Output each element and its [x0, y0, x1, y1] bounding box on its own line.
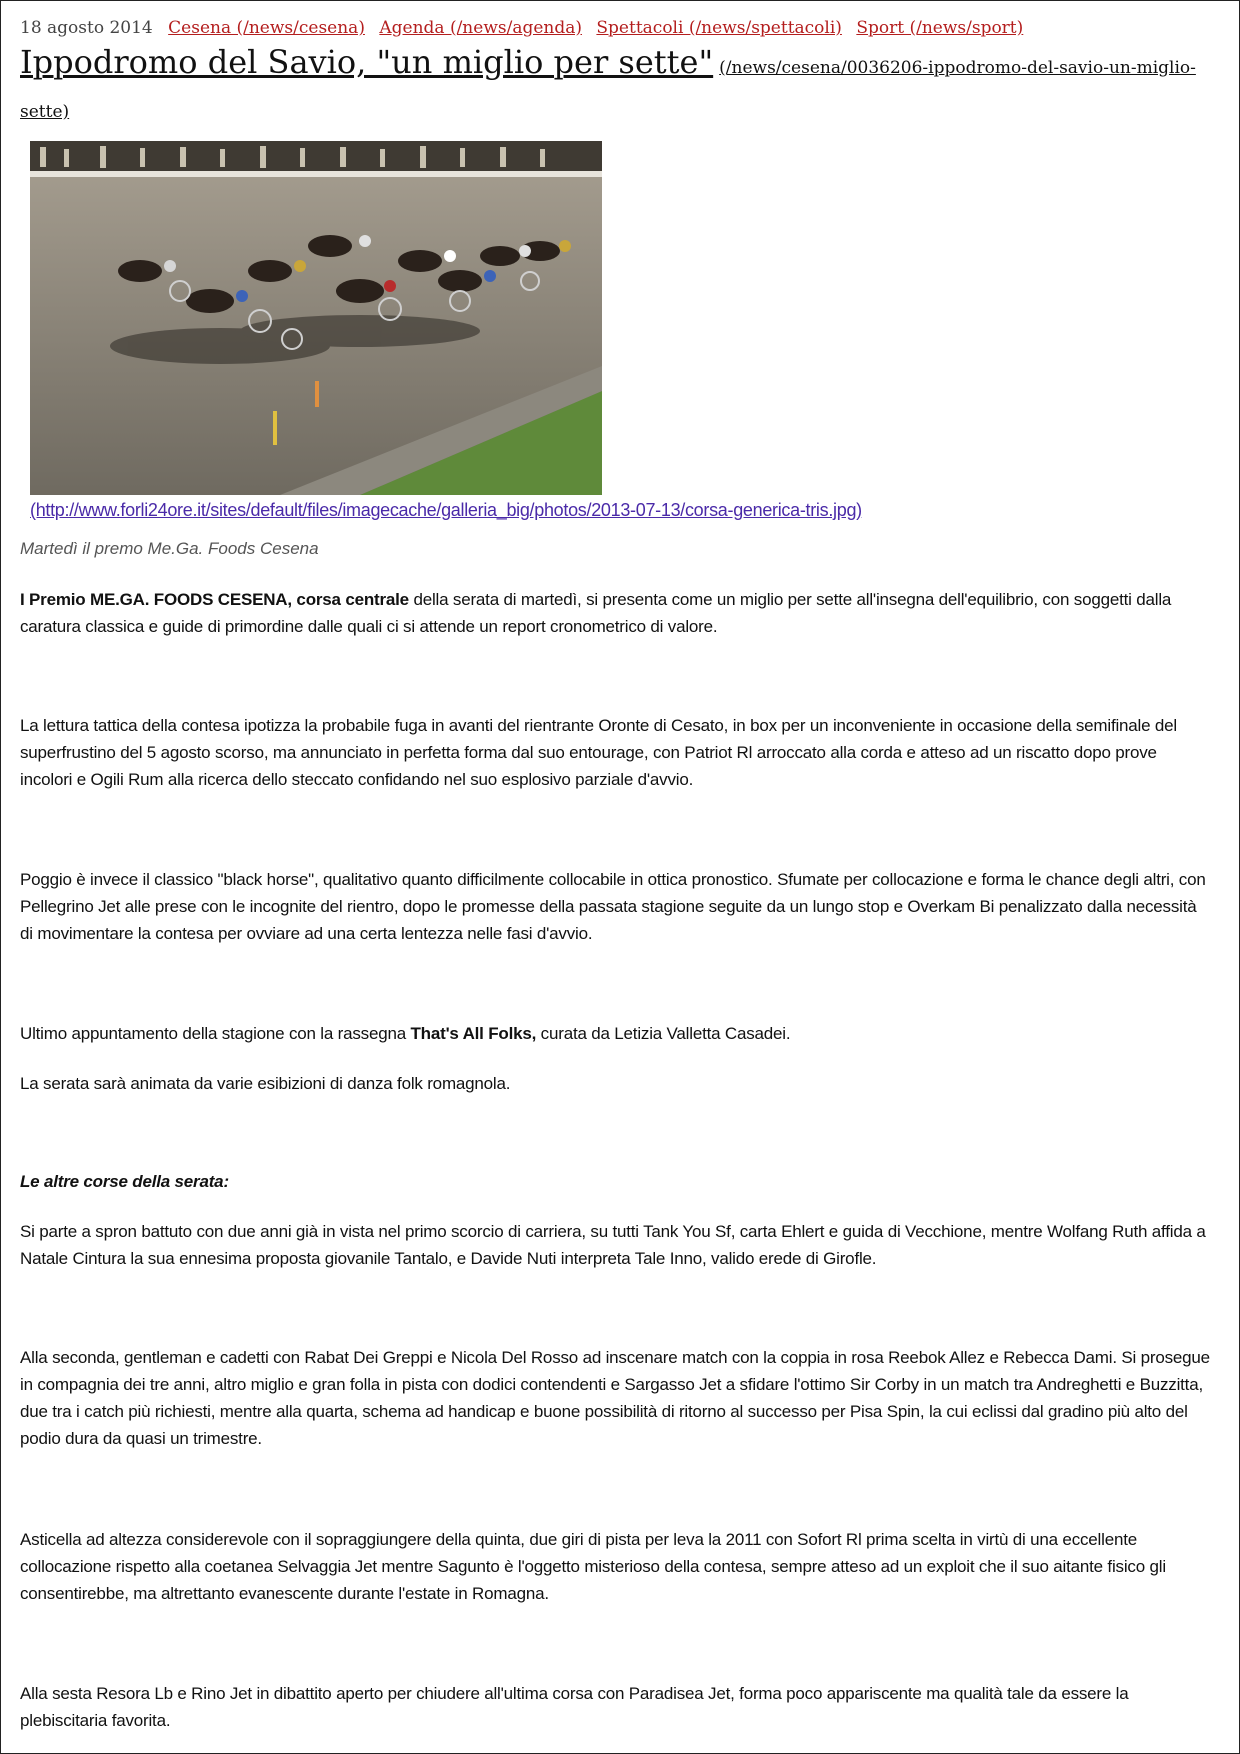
paragraph-4: [20, 1020, 1210, 1047]
article-date: 18 agosto 2014: [20, 18, 153, 38]
nav-link-sport[interactable]: Sport (/news/sport): [856, 18, 1024, 38]
paragraph-8: Asticella ad altezza considerevole con il sopraggiungere della quinta, due giri di pista per leva la 2011 con Sofort Rl prima scelta in virtù di una eccellente collocazione rispetto alla coetanea Selvaggia Jet mentre Sagunto è l'oggetto misterioso della contesa, sempre atteso ad un exploit che il suo aitante fisico gli consentirebbe, ma altrettanto evanescente durante l'estate in Romagna.: [20, 1530, 1166, 1603]
paragraph-3: Poggio è invece il classico "black horse", qualitativo quanto difficilmente collocabile in ottica pronostico. Sfumate per collocazione e forma le chance degli altri, con Pellegrino Jet alle prese con le incognite del rientro, dopo le promesse della passata stagione seguite da un lungo stop e Overkam Bi penalizzato dalla necessità di movimentare la contesa per ovviare ad una certa lentezza nelle fasi d'avvio.: [20, 870, 1206, 943]
photo-caption: Martedì il premo Me.Ga. Foods Cesena: [20, 539, 319, 558]
paragraph-4-bold: That's All Folks,: [410, 1024, 537, 1043]
article-title[interactable]: Ippodromo del Savio, "un miglio per sette": [20, 43, 714, 81]
header-meta: [20, 18, 1032, 38]
paragraph-2: La lettura tattica della contesa ipotizza la probabile fuga in avanti del rientrante Oronte di Cesato, in box per un inconveniente in occasione della semifinale del superfrustino del 5 agosto scorso, ma annunciato in perfetta forma dal suo entourage, con Patriot Rl arroccato alla corda e atteso ad un riscatto dopo prove incolori e Ogili Rum alla ricerca dello steccato confidando nel suo esplosivo parziale d'avvio.: [20, 716, 1177, 789]
article-title-block: [20, 40, 1200, 134]
paragraph-1-bold: I Premio ME.GA. FOODS CESENA, corsa centrale: [20, 590, 409, 609]
paragraph-4-after: curata da Letizia Valletta Casadei.: [536, 1024, 791, 1043]
paragraph-6: Si parte a spron battuto con due anni già in vista nel primo scorcio di carriera, su tutti Tank You Sf, carta Ehlert e guida di Vecchione, mentre Wolfang Ruth affida a Natale Cintura la sua ennesima proposta giovanile Tantalo, e Davide Nuti interpreta Tale Inno, valido erede di Girofle.: [20, 1222, 1206, 1268]
nav-link-cesena[interactable]: Cesena (/news/cesena): [168, 18, 365, 38]
article-photo: [30, 141, 602, 495]
harness-race-photo: [30, 141, 602, 495]
section-subhead: Le altre corse della serata:: [20, 1172, 229, 1191]
paragraph-1-text: della serata di martedì, si presenta come un miglio per sette all'insegna dell'equilibrio, con soggetti dalla caratura classica e guide di primordine dalle quali ci si attende un report cronometrico di valore.: [20, 590, 1172, 636]
nav-link-agenda[interactable]: Agenda (/news/agenda): [379, 18, 582, 38]
paragraph-4-before: Ultimo appuntamento della stagione con la rassegna: [20, 1024, 411, 1043]
paragraph-1: [20, 586, 1210, 640]
paragraph-9: Alla sesta Resora Lb e Rino Jet in dibattito aperto per chiudere all'ultima corsa con Paradisea Jet, forma poco appariscente ma qualità tale da essere la plebiscitaria favorita.: [20, 1684, 1129, 1730]
paragraph-7: Alla seconda, gentleman e cadetti con Rabat Dei Greppi e Nicola Del Rosso ad inscenare match con la coppia in rosa Reebok Allez e Rebecca Dami. Si prosegue in compagnia dei tre anni, altro miglio e gran folla in pista con dodici contendenti e Sargasso Jet a sfidare l'ottimo Sir Corby in un match tra Andreghetti e Buzzitta, due tra i catch più richiesti, mentre alla quarta, schema ad handicap e buone possibilità di ritorno al successo per Pisa Spin, la cui eclissi dal gradino più alto del podio dura da quasi un trimestre.: [20, 1348, 1210, 1448]
article-title-url[interactable]: (/news/cesena/0036206-ippodromo-del-savio-un-miglio-sette): [20, 58, 1196, 122]
nav-link-spettacoli[interactable]: Spettacoli (/news/spettacoli): [596, 18, 842, 38]
photo-url-link[interactable]: (http://www.forli24ore.it/sites/default/files/imagecache/galleria_big/photos/2013-07-13/corsa-generica-tris.jpg): [30, 500, 862, 520]
paragraph-5: La serata sarà animata da varie esibizioni di danza folk romagnola.: [20, 1074, 511, 1093]
